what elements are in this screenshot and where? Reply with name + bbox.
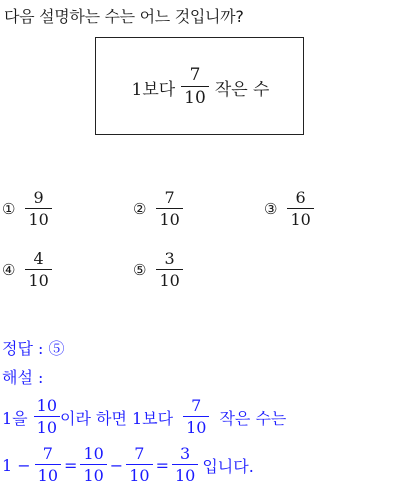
option-2[interactable] — [133, 190, 183, 228]
fraction-numerator: 7 — [164, 188, 175, 207]
solution-line-1 — [2, 398, 286, 436]
fraction-numerator: 6 — [295, 188, 306, 207]
condition-box — [95, 37, 304, 135]
fraction-denominator: 10 — [156, 208, 182, 228]
option-number: ④ — [2, 261, 16, 279]
answer-line: 정답 : ⑤ — [2, 339, 65, 358]
condition-line — [96, 38, 305, 136]
fraction-denominator: 10 — [34, 416, 60, 436]
fraction-numerator: 7 — [189, 65, 201, 85]
fraction-denominator: 10 — [287, 208, 313, 228]
fraction-denominator: 10 — [181, 86, 209, 107]
solution-text: 1을 — [2, 408, 28, 428]
option-number: ⑤ — [133, 261, 147, 279]
question-text: 다음 설명하는 수는 어느 것입니까? — [4, 7, 244, 26]
fraction-numerator: 3 — [164, 249, 175, 268]
option-fraction — [156, 190, 182, 228]
solution-fraction — [80, 446, 106, 484]
fraction-numerator: 10 — [83, 444, 104, 463]
fraction-numerator: 4 — [33, 249, 44, 268]
condition-prefix: 1보다 — [131, 79, 176, 100]
solution-text: 1 − — [2, 455, 31, 475]
fraction-denominator: 10 — [35, 464, 61, 484]
option-number: ③ — [264, 200, 278, 218]
fraction-numerator: 7 — [134, 444, 145, 463]
fraction-denominator: 10 — [183, 416, 209, 436]
fraction-denominator: 10 — [156, 269, 182, 289]
option-3[interactable] — [264, 190, 314, 228]
solution-fraction — [183, 398, 209, 436]
solution-line-2 — [2, 446, 254, 484]
option-fraction — [156, 251, 182, 289]
option-fraction — [287, 190, 313, 228]
minus-sign: − — [109, 455, 124, 475]
option-fraction — [25, 190, 51, 228]
fraction-numerator: 10 — [36, 396, 57, 415]
fraction-denominator: 10 — [25, 208, 51, 228]
equals-sign: = — [155, 455, 169, 475]
fraction-denominator: 10 — [126, 464, 152, 484]
solution-fraction — [172, 446, 198, 484]
explanation-label: 해설 : — [2, 368, 44, 387]
fraction-numerator: 7 — [191, 396, 202, 415]
fraction-numerator: 9 — [33, 188, 44, 207]
condition-fraction — [181, 67, 209, 107]
solution-fraction — [35, 446, 61, 484]
solution-text: 입니다. — [202, 456, 254, 476]
fraction-denominator: 10 — [172, 464, 198, 484]
equals-sign: = — [64, 455, 78, 475]
option-1[interactable] — [2, 190, 52, 228]
option-5[interactable] — [133, 251, 183, 289]
solution-text: 이라 하면 1보다 — [60, 408, 174, 428]
fraction-numerator: 3 — [180, 444, 191, 463]
option-4[interactable] — [2, 251, 52, 289]
fraction-denominator: 10 — [25, 269, 51, 289]
solution-text: 작은 수는 — [219, 408, 287, 428]
option-number: ② — [133, 200, 147, 218]
option-number: ① — [2, 200, 16, 218]
fraction-numerator: 7 — [42, 444, 53, 463]
solution-fraction — [34, 398, 60, 436]
condition-suffix: 작은 수 — [214, 79, 270, 100]
fraction-denominator: 10 — [80, 464, 106, 484]
option-fraction — [25, 251, 51, 289]
solution-fraction — [126, 446, 152, 484]
